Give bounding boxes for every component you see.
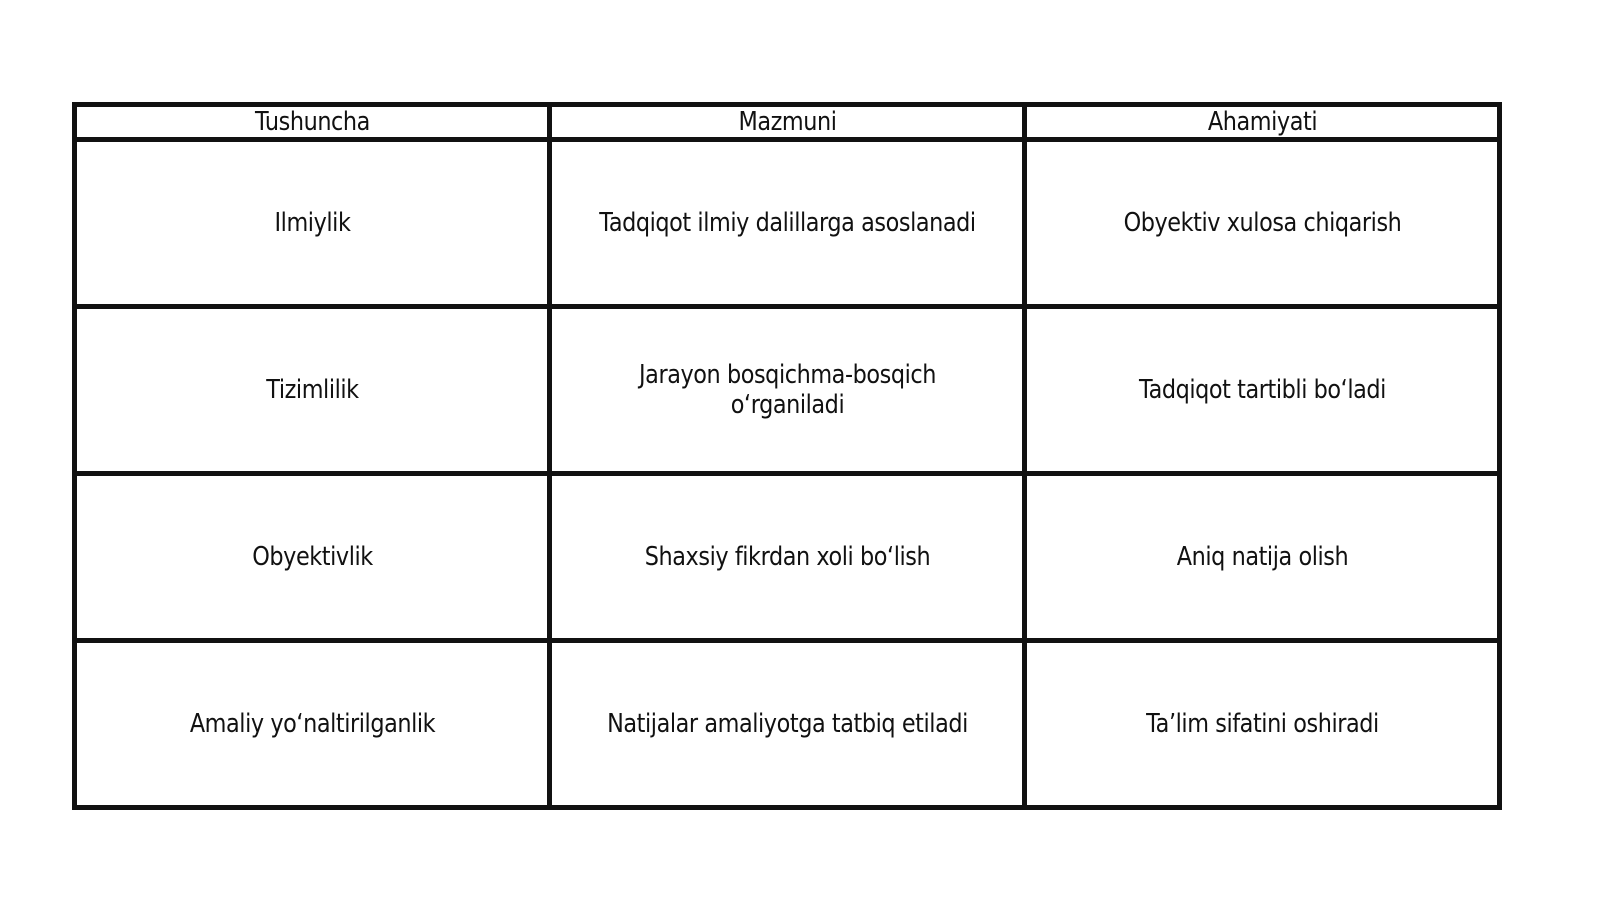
table-row — [75, 307, 1500, 474]
header-tushuncha: Tushuncha — [108, 105, 517, 140]
table-row — [75, 474, 1500, 641]
table-cell: Ta’lim sifatini oshiradi — [1058, 641, 1467, 808]
table-cell: Aniq natija olish — [1058, 474, 1467, 641]
table-cell: Jarayon bosqichma-bosqich o‘rganiladi — [583, 307, 992, 474]
table-cell: Obyektiv xulosa chiqarish — [1058, 140, 1467, 307]
table-cell: Ilmiylik — [108, 140, 517, 307]
header-ahamiyati: Ahamiyati — [1058, 105, 1467, 140]
concept-table — [72, 102, 1502, 810]
table-cell: Shaxsiy fikrdan xoli bo‘lish — [583, 474, 992, 641]
table-cell: Tadqiqot ilmiy dalillarga asoslanadi — [583, 140, 992, 307]
header-mazmuni: Mazmuni — [583, 105, 992, 140]
table-cell: Tizimlilik — [108, 307, 517, 474]
table-cell: Amaliy yo‘naltirilganlik — [108, 641, 517, 808]
table-cell: Obyektivlik — [108, 474, 517, 641]
table-cell: Natijalar amaliyotga tatbiq etiladi — [583, 641, 992, 808]
concept-table-container — [72, 102, 1502, 810]
table-cell: Tadqiqot tartibli bo‘ladi — [1058, 307, 1467, 474]
table-row — [75, 641, 1500, 808]
table-row — [75, 140, 1500, 307]
table-header-row — [75, 105, 1500, 140]
